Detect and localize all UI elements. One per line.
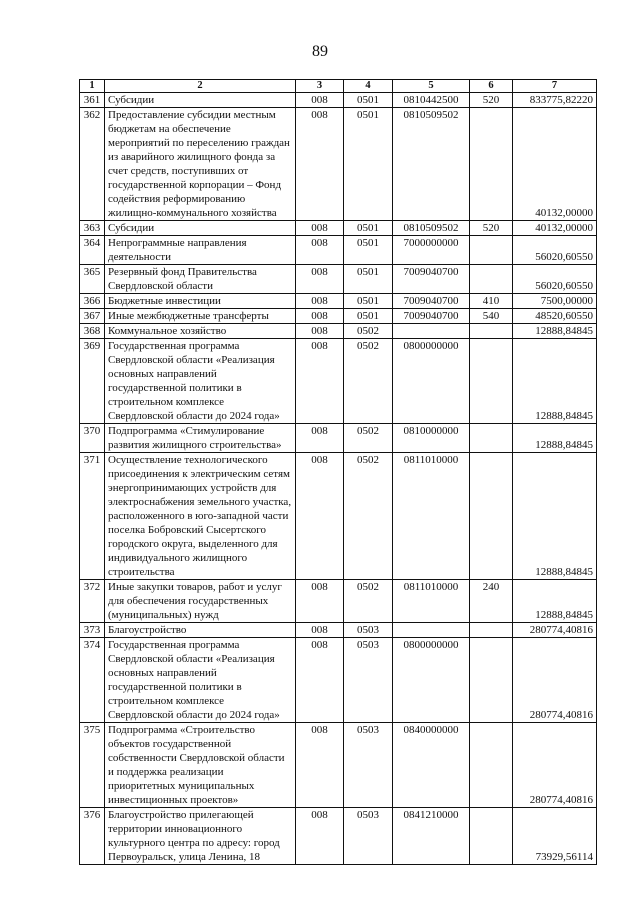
column-header-1: 1	[80, 80, 105, 93]
row-code-6: 520	[470, 221, 513, 236]
row-code-5: 0800000000	[393, 638, 470, 723]
row-code-6	[470, 339, 513, 424]
row-amount: 12888,84845	[513, 339, 597, 424]
row-name: Подпрограмма «Стимулирование развития жилищного строительства»	[105, 424, 296, 453]
row-code-6: 410	[470, 294, 513, 309]
row-name: Предоставление субсидии местным бюджетам на обеспечение мероприятий по переселению граждан из аварийного жилищного фонда за счет средств, поступивших от государственной корпорации – Фонд содействия реформированию жилищно-коммунального хозяйства	[105, 108, 296, 221]
row-name: Благоустройство	[105, 623, 296, 638]
row-code-4: 0501	[344, 294, 393, 309]
row-code-5: 7009040700	[393, 265, 470, 294]
row-number: 363	[80, 221, 105, 236]
row-code-5: 7009040700	[393, 294, 470, 309]
row-code-3: 008	[296, 265, 344, 294]
row-amount: 40132,00000	[513, 108, 597, 221]
row-amount: 12888,84845	[513, 324, 597, 339]
row-code-6	[470, 638, 513, 723]
table-row	[80, 638, 597, 723]
row-code-6: 240	[470, 580, 513, 623]
row-code-5: 0811010000	[393, 580, 470, 623]
row-name: Коммунальное хозяйство	[105, 324, 296, 339]
table-row	[80, 324, 597, 339]
row-code-4: 0503	[344, 638, 393, 723]
row-code-5: 7009040700	[393, 309, 470, 324]
row-code-6	[470, 453, 513, 580]
row-number: 367	[80, 309, 105, 324]
row-name: Государственная программа Свердловской области «Реализация основных направлений государственной политики в строительном комплексе Свердловской области до 2024 года»	[105, 638, 296, 723]
row-number: 374	[80, 638, 105, 723]
table-row	[80, 93, 597, 108]
row-code-5: 0811010000	[393, 453, 470, 580]
row-code-5: 0800000000	[393, 339, 470, 424]
row-name: Бюджетные инвестиции	[105, 294, 296, 309]
row-code-3: 008	[296, 324, 344, 339]
row-amount: 7500,00000	[513, 294, 597, 309]
row-name: Иные закупки товаров, работ и услуг для обеспечения государственных (муниципальных) нужд	[105, 580, 296, 623]
row-amount: 833775,82220	[513, 93, 597, 108]
row-code-5: 0841210000	[393, 808, 470, 865]
row-number: 372	[80, 580, 105, 623]
table-header-row	[80, 80, 597, 93]
table-row	[80, 108, 597, 221]
row-code-4: 0501	[344, 93, 393, 108]
row-code-4: 0501	[344, 309, 393, 324]
row-code-4: 0502	[344, 453, 393, 580]
row-code-6	[470, 265, 513, 294]
column-header-6: 6	[470, 80, 513, 93]
row-code-4: 0501	[344, 236, 393, 265]
row-code-4: 0502	[344, 339, 393, 424]
row-number: 370	[80, 424, 105, 453]
row-number: 368	[80, 324, 105, 339]
row-code-6	[470, 623, 513, 638]
row-number: 375	[80, 723, 105, 808]
row-amount: 280774,40816	[513, 723, 597, 808]
table-row	[80, 221, 597, 236]
row-code-3: 008	[296, 453, 344, 580]
row-code-3: 008	[296, 221, 344, 236]
table-row	[80, 236, 597, 265]
row-amount: 56020,60550	[513, 265, 597, 294]
row-amount: 48520,60550	[513, 309, 597, 324]
row-code-3: 008	[296, 108, 344, 221]
row-code-3: 008	[296, 294, 344, 309]
table-row	[80, 453, 597, 580]
row-amount: 12888,84845	[513, 580, 597, 623]
row-code-5: 0810000000	[393, 424, 470, 453]
row-code-6	[470, 236, 513, 265]
table-row	[80, 580, 597, 623]
row-name: Непрограммные направления деятельности	[105, 236, 296, 265]
row-code-4: 0503	[344, 623, 393, 638]
row-code-5	[393, 623, 470, 638]
row-code-3: 008	[296, 236, 344, 265]
row-code-4: 0501	[344, 221, 393, 236]
row-code-3: 008	[296, 638, 344, 723]
row-code-6	[470, 424, 513, 453]
row-code-6	[470, 808, 513, 865]
row-code-3: 008	[296, 723, 344, 808]
row-code-6: 540	[470, 309, 513, 324]
table-row	[80, 808, 597, 865]
table-row	[80, 723, 597, 808]
row-number: 369	[80, 339, 105, 424]
row-code-3: 008	[296, 93, 344, 108]
row-code-4: 0503	[344, 808, 393, 865]
page-number: 89	[312, 43, 328, 60]
row-amount: 12888,84845	[513, 424, 597, 453]
row-amount: 12888,84845	[513, 453, 597, 580]
table-body	[80, 93, 597, 865]
row-number: 362	[80, 108, 105, 221]
row-code-4: 0502	[344, 324, 393, 339]
row-name: Субсидии	[105, 221, 296, 236]
row-code-5: 0840000000	[393, 723, 470, 808]
row-number: 371	[80, 453, 105, 580]
row-code-3: 008	[296, 623, 344, 638]
column-header-7: 7	[513, 80, 597, 93]
row-number: 376	[80, 808, 105, 865]
row-number: 364	[80, 236, 105, 265]
column-header-4: 4	[344, 80, 393, 93]
table-row	[80, 309, 597, 324]
row-code-4: 0501	[344, 265, 393, 294]
row-code-4: 0501	[344, 108, 393, 221]
row-number: 361	[80, 93, 105, 108]
row-number: 366	[80, 294, 105, 309]
row-code-3: 008	[296, 808, 344, 865]
row-code-4: 0502	[344, 580, 393, 623]
row-name: Иные межбюджетные трансферты	[105, 309, 296, 324]
row-code-5: 7000000000	[393, 236, 470, 265]
table-row	[80, 623, 597, 638]
row-code-6	[470, 108, 513, 221]
row-amount: 73929,56114	[513, 808, 597, 865]
row-code-5: 0810509502	[393, 108, 470, 221]
row-code-3: 008	[296, 339, 344, 424]
row-name: Субсидии	[105, 93, 296, 108]
row-code-4: 0502	[344, 424, 393, 453]
row-code-6: 520	[470, 93, 513, 108]
table-row	[80, 339, 597, 424]
table-row	[80, 265, 597, 294]
column-header-5: 5	[393, 80, 470, 93]
budget-table	[79, 79, 597, 865]
column-header-2: 2	[105, 80, 296, 93]
row-code-3: 008	[296, 309, 344, 324]
row-name: Благоустройство прилегающей территории инновационного культурного центра по адресу: город Первоуральск, улица Ленина, 18	[105, 808, 296, 865]
row-name: Государственная программа Свердловской области «Реализация основных направлений государственной политики в строительном комплексе Свердловской области до 2024 года»	[105, 339, 296, 424]
row-code-4: 0503	[344, 723, 393, 808]
table-row	[80, 424, 597, 453]
row-name: Резервный фонд Правительства Свердловской области	[105, 265, 296, 294]
row-code-5: 0810442500	[393, 93, 470, 108]
row-amount: 56020,60550	[513, 236, 597, 265]
row-code-5	[393, 324, 470, 339]
row-number: 365	[80, 265, 105, 294]
table-row	[80, 294, 597, 309]
column-header-3: 3	[296, 80, 344, 93]
row-amount: 40132,00000	[513, 221, 597, 236]
row-code-6	[470, 324, 513, 339]
row-name: Подпрограмма «Строительство объектов государственной собственности Свердловской области и поддержка реализации приоритетных муниципальных инвестиционных проектов»	[105, 723, 296, 808]
row-code-3: 008	[296, 580, 344, 623]
row-amount: 280774,40816	[513, 638, 597, 723]
row-number: 373	[80, 623, 105, 638]
row-amount: 280774,40816	[513, 623, 597, 638]
row-name: Осуществление технологического присоединения к электрическим сетям энергопринимающих устройств для электроснабжения земельного участка, расположенного в юго-западной части поселка Бобровский Сысертского городского округа, выделенного для индивидуального жилищного строительства	[105, 453, 296, 580]
row-code-3: 008	[296, 424, 344, 453]
row-code-5: 0810509502	[393, 221, 470, 236]
row-code-6	[470, 723, 513, 808]
